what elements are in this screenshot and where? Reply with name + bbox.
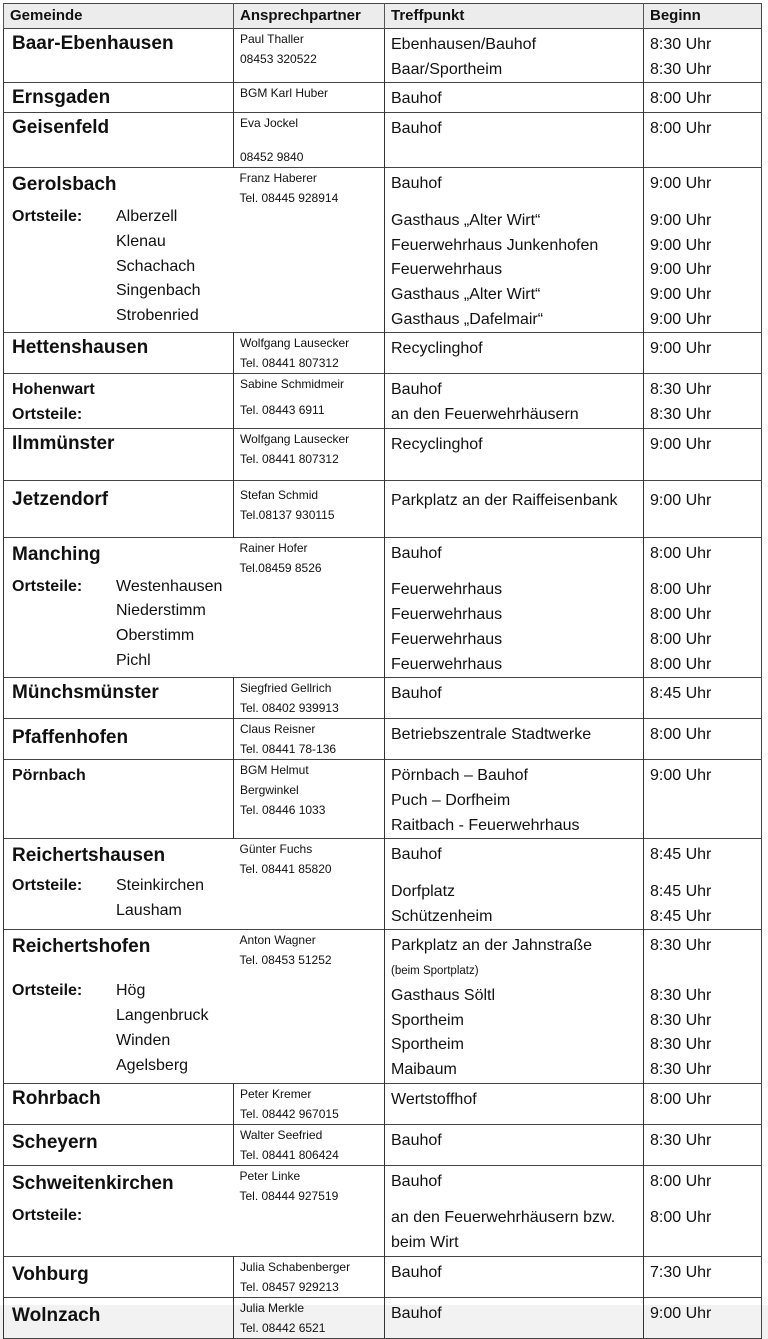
beginn-time: 8:30 Uhr (650, 1131, 712, 1149)
contact-phone: Tel.08459 8526 (239, 560, 322, 575)
table-row (4, 480, 762, 537)
ortsteil-item: Ortsteile: Westenhausen (12, 575, 234, 600)
beginn-time: 8:45 Uhr (650, 883, 712, 901)
table-row (4, 930, 762, 1083)
beginn-time: 9:00 Uhr (650, 310, 712, 328)
treffpunkt: Gasthaus „Dafelmair“ (391, 310, 544, 328)
table-header-row (4, 4, 762, 29)
treffpunkt: Puch – Dorfheim (391, 791, 511, 809)
contact-name: Paul Thaller (240, 32, 304, 46)
beginn-time: 9:00 Uhr (650, 236, 712, 254)
contact-name: Claus Reisner (240, 722, 316, 737)
gemeinde-name: Wolnzach (12, 1304, 101, 1326)
gemeinde-name: Geisenfeld (12, 117, 110, 139)
contact-name: Franz Haberer (239, 171, 317, 186)
contact-name: Bergwinkel (240, 783, 299, 798)
gemeinde-name: Schweitenkirchen (12, 1172, 174, 1194)
contact-name: Wolfgang Lausecker (240, 431, 350, 446)
gemeinde-name: Manching (12, 543, 101, 565)
ortsteil-item: Ortsteile: Steinkirchen (12, 874, 234, 899)
beginn-time: 8:30 Uhr (650, 986, 712, 1004)
contact-phone: Tel. 08402 939913 (240, 701, 339, 716)
treffpunkt-note: (beim Sportplatz) (391, 965, 479, 978)
treffpunkt: Gasthaus Söltl (391, 986, 496, 1004)
table-row (4, 428, 762, 480)
contact-name: Walter Seefried (240, 1127, 323, 1142)
gemeinde-name: Ernsgaden (12, 87, 111, 109)
treffpunkt: Bauhof (391, 685, 442, 703)
contact-phone: Tel. 08442 967015 (240, 1106, 339, 1121)
contact-name: Stefan Schmid (240, 487, 319, 502)
ortsteil-item: Niederstimm (116, 602, 206, 620)
ortsteil-item: Strobenried (116, 306, 199, 324)
beginn-time: 8:45 Uhr (650, 907, 712, 925)
treffpunkt: Bauhof (391, 1263, 442, 1281)
gemeinde-name: Rohrbach (12, 1087, 101, 1109)
beginn-time: 8:00 Uhr (650, 1172, 712, 1190)
treffpunkt: an den Feuerwehrhäusern bzw. (391, 1209, 616, 1227)
contact-name: Rainer Hofer (239, 540, 308, 555)
contact-name: Peter Linke (239, 1168, 301, 1183)
header-treffpunkt: Treffpunkt (385, 4, 644, 29)
contact-phone: Tel. 08457 929213 (240, 1279, 339, 1294)
treffpunkt: Parkplatz an der Jahnstraße (391, 937, 592, 955)
beginn-time: 8:30 Uhr (650, 60, 712, 78)
contact-phone: Tel. 08444 927519 (239, 1188, 339, 1203)
contact-name: Wolfgang Lausecker (240, 336, 350, 351)
treffpunkt: Bauhof (391, 1172, 442, 1190)
ortsteil-item: Klenau (116, 232, 166, 250)
contact-name: Anton Wagner (239, 933, 316, 948)
header-beginn: Beginn (644, 4, 762, 29)
beginn-time: 9:00 Uhr (650, 211, 712, 229)
contact-phone: Tel.08137 930115 (240, 507, 335, 522)
contact-phone: Tel. 08441 807312 (240, 451, 339, 466)
beginn-time: 9:00 Uhr (650, 340, 712, 358)
contact-phone: Tel. 08446 1033 (240, 803, 326, 818)
contact-phone: Tel. 08453 51252 (239, 953, 332, 968)
table-row (4, 83, 762, 113)
contact-phone: Tel. 08443 6911 (240, 403, 325, 418)
beginn-time: 9:00 Uhr (650, 435, 712, 453)
treffpunkt: Feuerwehrhaus (391, 261, 503, 279)
treffpunkt: Betriebszentrale Stadtwerke (391, 726, 592, 744)
contact-name: Sabine Schmidmeir (240, 377, 345, 392)
beginn-time: 8:00 Uhr (650, 1090, 712, 1108)
gemeinde-name: Hettenshausen (12, 337, 149, 359)
beginn-time: 9:00 Uhr (650, 491, 712, 509)
contact-phone: Tel. 08445 928914 (239, 191, 339, 206)
header-ansprechpartner: Ansprechpartner (234, 4, 385, 29)
treffpunkt: Gasthaus „Alter Wirt“ (391, 211, 541, 229)
beginn-time: 9:00 Uhr (650, 261, 712, 279)
beginn-time: 8:00 Uhr (650, 1209, 712, 1227)
beginn-time: 8:00 Uhr (650, 544, 712, 562)
treffpunkt: Parkplatz an der Raiffeisenbank (391, 491, 618, 509)
ortsteil-item: Agelsberg (116, 1056, 189, 1074)
beginn-time: 8:30 Uhr (650, 381, 712, 399)
gemeinde-name: Pörnbach (12, 767, 86, 785)
gemeinde-name: Reichertshofen (12, 936, 151, 958)
table-row (4, 113, 762, 168)
treffpunkt: Schützenheim (391, 907, 493, 925)
beginn-time: 8:00 Uhr (650, 630, 712, 648)
contact-name: Julia Schabenberger (240, 1259, 351, 1274)
beginn-time: 8:30 Uhr (650, 937, 712, 955)
beginn-time: 9:00 Uhr (650, 1304, 712, 1322)
contact-name: BGM Karl Huber (240, 86, 329, 101)
gemeinde-name: Pfaffenhofen (12, 727, 129, 749)
beginn-time: 8:00 Uhr (650, 726, 712, 744)
table-row (4, 760, 762, 839)
ortsteile-label: Ortsteile: (12, 1206, 83, 1224)
treffpunkt: Recyclinghof (391, 435, 483, 453)
contact-name: Julia Merkle (240, 1300, 305, 1315)
table-row (4, 839, 762, 930)
ortsteil-item: Ortsteile: Hög (12, 979, 234, 1004)
contact-name: Eva Jockel (240, 116, 299, 131)
table-row (4, 29, 762, 83)
treffpunkt: Bauhof (391, 1304, 442, 1322)
beginn-time: 8:45 Uhr (650, 846, 712, 864)
treffpunkt: Bauhof (391, 175, 442, 193)
header-gemeinde: Gemeinde (4, 4, 234, 29)
gemeinde-name: Baar-Ebenhausen (12, 33, 174, 54)
table-row (4, 1256, 762, 1297)
ortsteil-item: Winden (116, 1031, 171, 1049)
beginn-time: 8:00 Uhr (650, 90, 712, 108)
beginn-time: 8:00 Uhr (650, 581, 712, 599)
beginn-time: 9:00 Uhr (650, 285, 712, 303)
beginn-time: 8:30 Uhr (650, 1036, 712, 1054)
meeting-points-table (3, 3, 762, 1339)
beginn-time: 8:00 Uhr (650, 606, 712, 624)
beginn-time: 7:30 Uhr (650, 1263, 712, 1281)
beginn-time: 8:00 Uhr (650, 655, 712, 673)
contact-phone: Tel. 08441 85820 (239, 862, 332, 877)
contact-name: Peter Kremer (240, 1086, 312, 1101)
table-row (4, 537, 762, 678)
treffpunkt: Raitbach - Feuerwehrhaus (391, 816, 580, 834)
treffpunkt: Recyclinghof (391, 340, 483, 358)
beginn-time: 8:00 Uhr (650, 120, 712, 138)
table-row (4, 678, 762, 719)
gemeinde-name: Münchsmünster (12, 682, 159, 704)
treffpunkt: Wertstoffhof (391, 1090, 477, 1108)
ortsteile-label: Ortsteile: (12, 208, 83, 226)
ortsteil-item: Singenbach (116, 282, 201, 300)
treffpunkt: an den Feuerwehrhäusern (391, 406, 579, 424)
table-row (4, 719, 762, 760)
contact-phone: Tel. 08442 6521 (240, 1320, 326, 1335)
beginn-time: 8:45 Uhr (650, 685, 712, 703)
treffpunkt: Sportheim (391, 1036, 464, 1054)
treffpunkt: Bauhof (391, 1131, 442, 1149)
ortsteil-item: Oberstimm (116, 627, 195, 645)
ortsteil-item: Lausham (116, 902, 182, 920)
contact-name: Günter Fuchs (239, 842, 313, 857)
gemeinde-name: Vohburg (12, 1263, 89, 1285)
gemeinde-name: Reichertshausen (12, 845, 166, 867)
treffpunkt: Feuerwehrhaus Junkenhofen (391, 236, 599, 254)
ortsteil-item: Langenbruck (116, 1007, 209, 1025)
table-row (4, 333, 762, 374)
treffpunkt: Bauhof (391, 381, 442, 399)
beginn-time: 8:30 Uhr (650, 36, 712, 53)
contact-name: BGM Helmut (240, 763, 309, 778)
ortsteile-label: Ortsteile: (12, 877, 83, 895)
table-row (4, 1083, 762, 1124)
beginn-time: 8:30 Uhr (650, 1060, 712, 1078)
gemeinde-name: Hohenwart (12, 381, 95, 399)
table-row (4, 1297, 762, 1338)
ortsteil-item: Schachach (116, 257, 196, 275)
contact-phone: Tel. 08441 807312 (240, 356, 339, 371)
table-row (4, 1124, 762, 1165)
treffpunkt: Bauhof (391, 90, 442, 108)
treffpunkt: Ebenhausen/Bauhof (391, 36, 537, 53)
ortsteil-item: Pichl (116, 651, 151, 669)
beginn-time: 8:30 Uhr (650, 406, 712, 424)
treffpunkt: Bauhof (391, 846, 442, 864)
beginn-time: 9:00 Uhr (650, 767, 712, 785)
table-row (4, 1165, 762, 1256)
treffpunkt: beim Wirt (391, 1234, 459, 1252)
table-row (4, 374, 762, 428)
treffpunkt: Feuerwehrhaus (391, 655, 503, 673)
treffpunkt: Feuerwehrhaus (391, 606, 503, 624)
treffpunkt: Feuerwehrhaus (391, 630, 503, 648)
treffpunkt: Baar/Sportheim (391, 60, 503, 78)
contact-phone: Tel. 08441 806424 (240, 1147, 339, 1162)
contact-phone: 08452 9840 (240, 150, 304, 165)
treffpunkt: Pörnbach – Bauhof (391, 767, 528, 785)
contact-phone: 08453 320522 (240, 52, 317, 66)
ortsteile-label: Ortsteile: (12, 406, 83, 424)
gemeinde-name: Jetzendorf (12, 488, 109, 510)
ortsteil-item: Ortsteile: Alberzell (12, 205, 234, 230)
contact-phone: Tel. 08441 78-136 (240, 742, 337, 757)
gemeinde-name: Ilmmünster (12, 432, 115, 454)
table-row (4, 168, 762, 333)
beginn-time: 8:30 Uhr (650, 1011, 712, 1029)
treffpunkt: Bauhof (391, 120, 442, 138)
gemeinde-name: Gerolsbach (12, 174, 117, 196)
treffpunkt: Dorfplatz (391, 883, 456, 901)
ortsteile-label: Ortsteile: (12, 982, 83, 1000)
treffpunkt: Maibaum (391, 1060, 457, 1078)
contact-name: Siegfried Gellrich (240, 681, 332, 696)
ortsteile-label: Ortsteile: (12, 577, 83, 595)
treffpunkt: Bauhof (391, 544, 442, 562)
treffpunkt: Feuerwehrhaus (391, 581, 503, 599)
beginn-time: 9:00 Uhr (650, 175, 712, 193)
gemeinde-name: Scheyern (12, 1131, 98, 1153)
treffpunkt: Gasthaus „Alter Wirt“ (391, 285, 541, 303)
treffpunkt: Sportheim (391, 1011, 464, 1029)
